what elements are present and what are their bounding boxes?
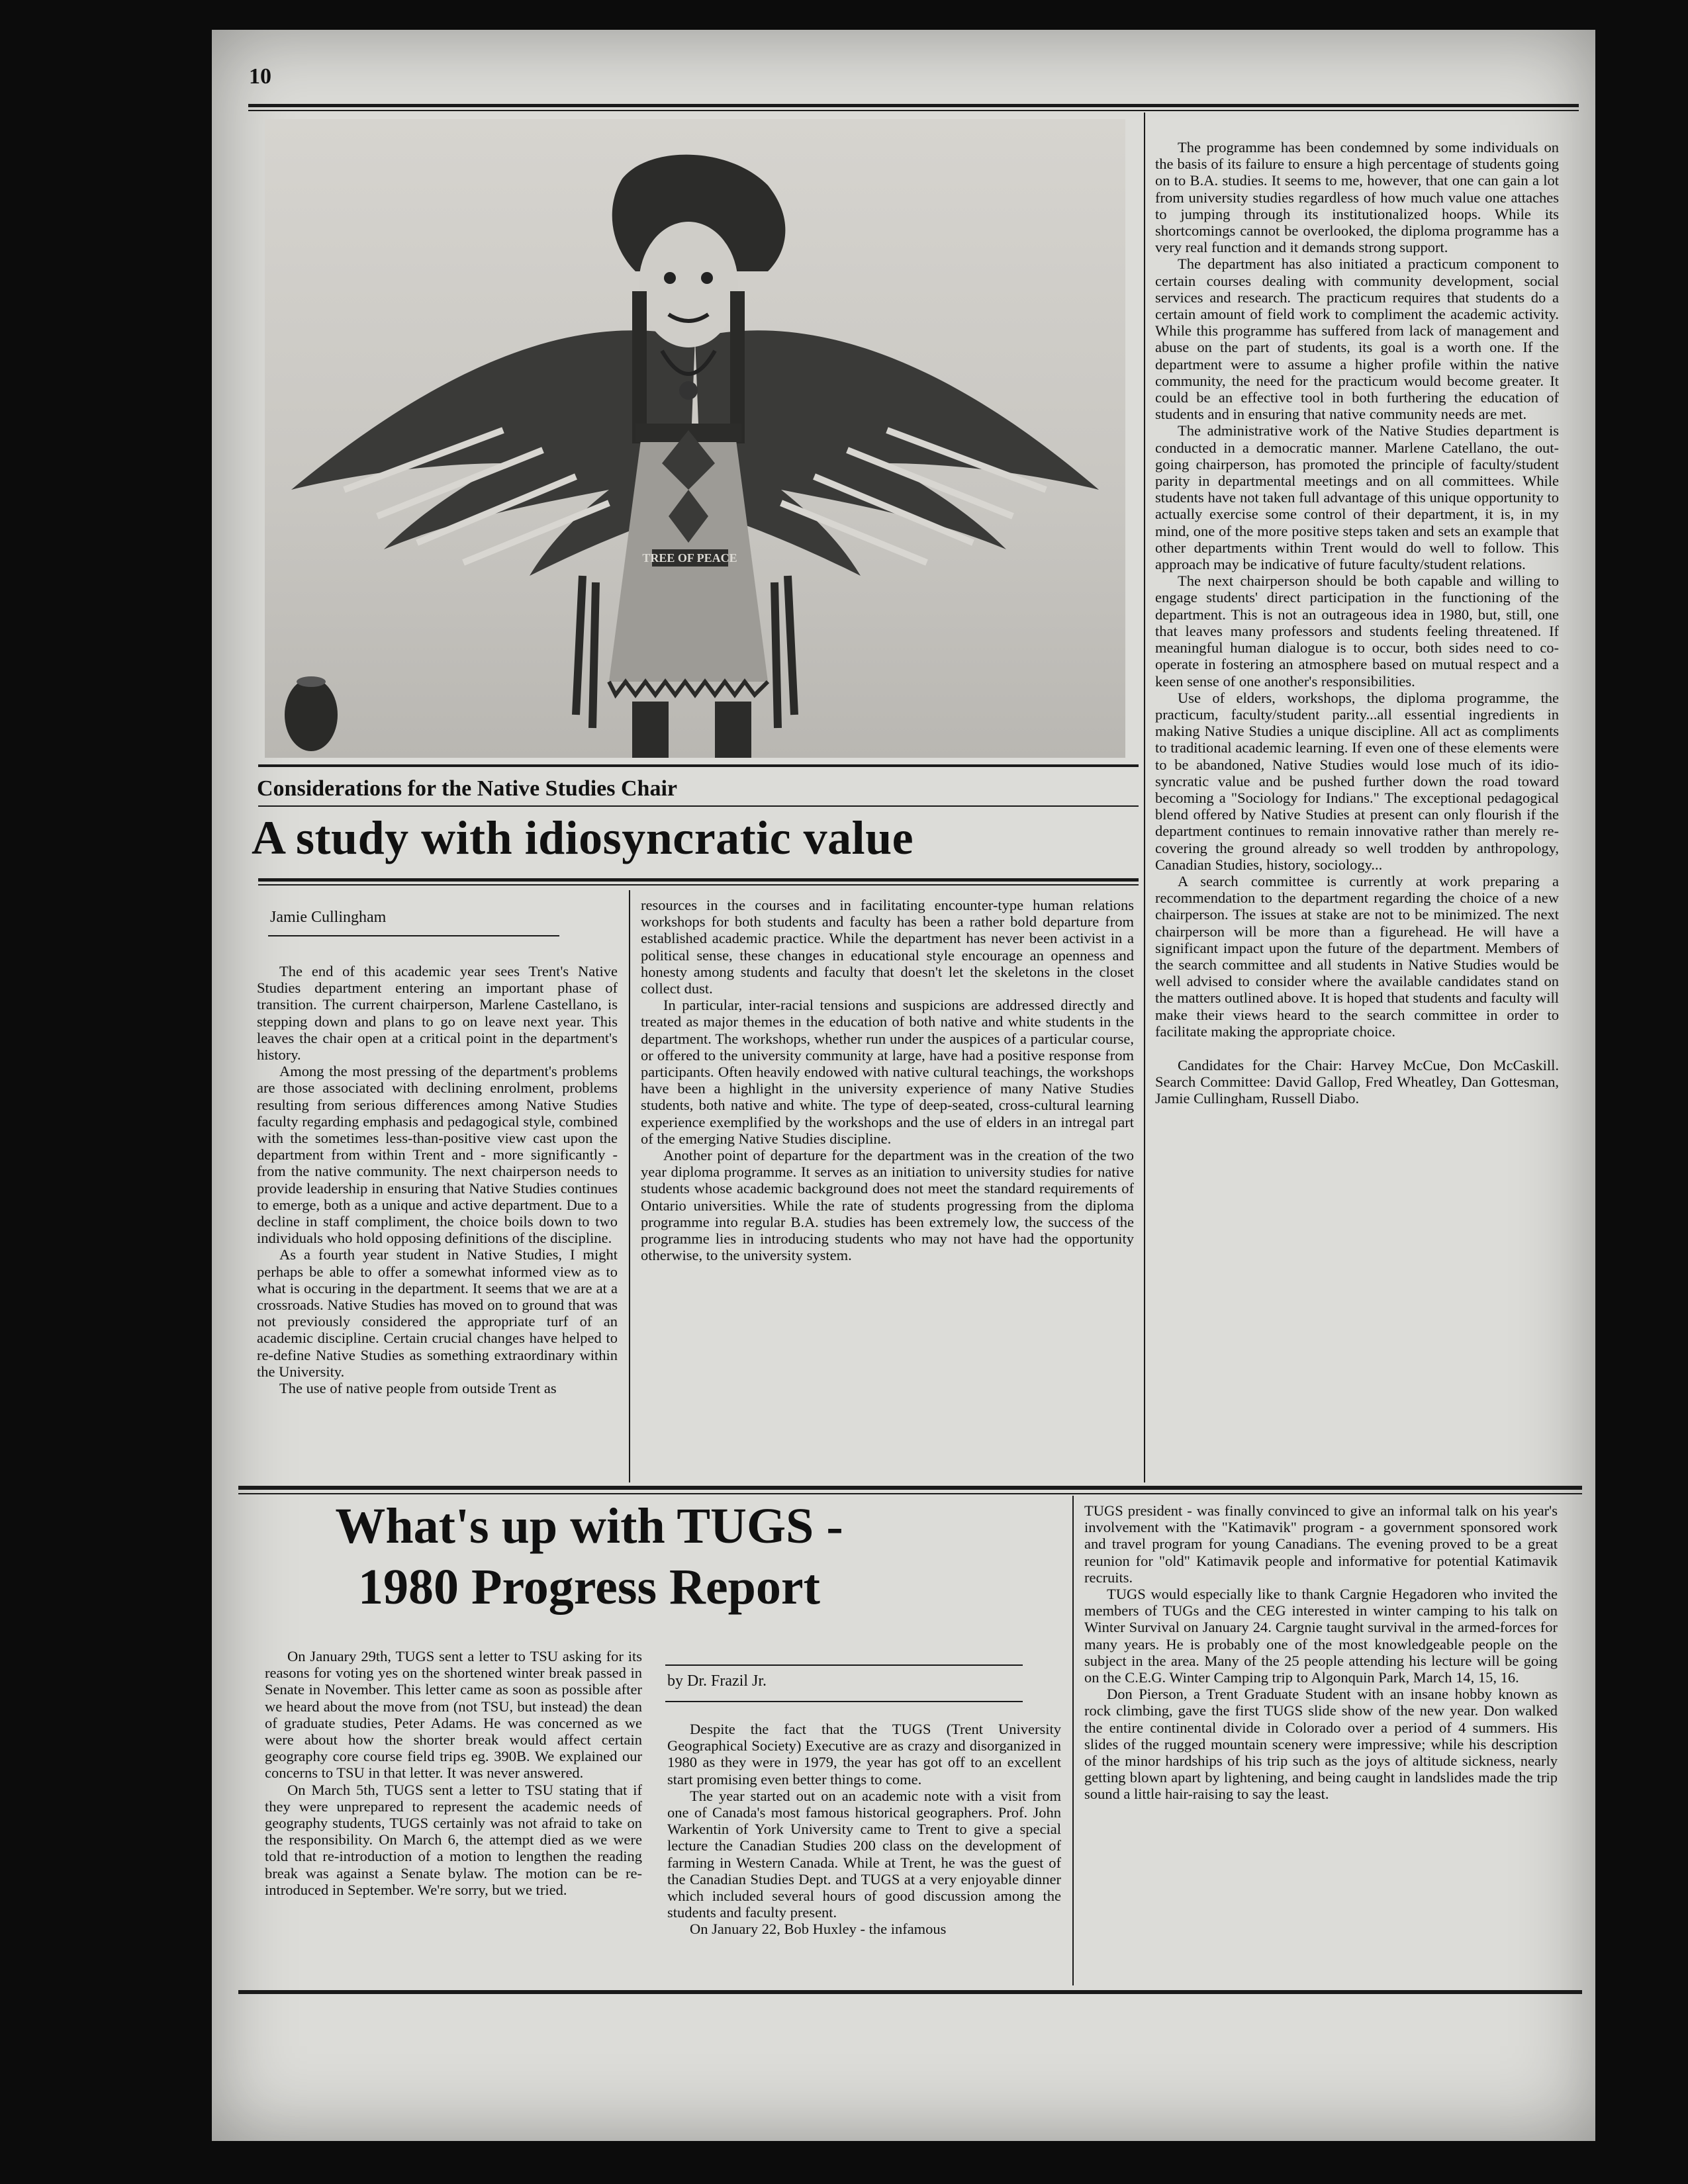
- section-rule: [238, 1486, 1582, 1490]
- paragraph: The department has also initiated a practicum component to certain courses dealing with community development, social services and research. The practicum requires that students do a certain amount of field work to compliment the academic activity. While this programme has suffered from lack of management and abuse on the part of students, its goal is a worth one. If the department were to assume a higher profile within the native community, the need for the practicum would become greater. It could be an effective tool in both furthering the education of students and in ensuring that native community needs are met.: [1155, 255, 1559, 423]
- column-divider: [629, 890, 630, 1482]
- dress-lettering: TREE OF PEACE: [642, 551, 737, 565]
- column-divider: [1144, 113, 1145, 1482]
- paragraph: Use of elders, workshops, the diploma programme, the practicum, faculty/student parity...all essential ingredients in making Native Studies a unique discipline. All act as compliments to traditional academic learning. If even one of these elements were to be abandoned, Native Studies would lose much of its idio-syncratic value and be pushed further down the road toward becoming a "Sociology for Indians." The exceptional pedagogical blend offered by Native Studies at present can only flourish if the department continues to remain innovative rather than merely re-covering the ground already so well trodden by anthropology, Canadian Studies, history, sociology...: [1155, 689, 1559, 873]
- headline-rule: [258, 878, 1139, 882]
- article-photo: [265, 119, 1125, 758]
- eagle-dancer-illustration: [265, 119, 1125, 758]
- section-rule-thin: [238, 1493, 1582, 1494]
- paragraph: The year started out on an academic note with a visit from one of Canada's most famous historical geographers. Prof. John Warkentin of York University came to Trent to give a special lecture the Canadian Studies 200 class on the development of farming in Western Canada. While at Trent, he was the guest of the Canadian Studies Dept. and TUGS at a very enjoyable dinner which included several hours of good discussion among the students and faculty present.: [667, 1787, 1061, 1921]
- headline-line: 1980 Progress Report: [358, 1559, 820, 1615]
- article-2-headline: [291, 1496, 887, 1617]
- paragraph: Candidates for the Chair: Harvey McCue, Don McCaskill. Search Committee: David Gallop, Fred Wheatley, Dan Gottesman, Jamie Cullingham, Russell Diabo.: [1155, 1056, 1559, 1107]
- headline-line: What's up with TUGS -: [335, 1498, 843, 1554]
- article-2-byline: by Dr. Frazil Jr.: [667, 1672, 767, 1690]
- article-column-2: [641, 897, 1134, 1482]
- kicker-rule: [258, 805, 1139, 807]
- paragraph: Among the most pressing of the department's problems are those associated with declining enrolment, problems resulting from serious differences among Native Studies faculty regarding emphasis and pedagogical style, combined with the sometimes less-than-positive view cast upon the department from within Trent and - more significantly - from the native community. The next chairperson needs to provide leadership in ensuring that Native Studies continues to emerge, both as a unique and active department. Due to a decline in staff compliment, the choice boils down to two individuals who hold opposing definitions of the discipline.: [257, 1063, 618, 1247]
- paragraph: TUGS would especially like to thank Cargnie Hegadoren who invited the members of TUGs and the CEG interested in winter camping to his talk on Winter Survival on January 24. Cargnie taught survival in the armed-forces for many years. He is probably one of the most knowledgeable people on the subject in the area. Many of the 25 people attending his lecture will be going on the C.E.G. Winter Camping trip to Algonquin Park, March 14, 15, 16.: [1084, 1586, 1558, 1686]
- paragraph: On January 29th, TUGS sent a letter to TSU asking for its reasons for voting yes on the shortened winter break passed in Senate in November. This letter came as soon as possible after we heard about the move from (not TSU, but instead) the dean of graduate studies, Peter Adams. He was concerned as we were about how the shorter break would affect certain geography core course field trips eg. 390B. We explained our concerns to TSU in that letter. It was never answered.: [265, 1648, 642, 1782]
- paragraph: As a fourth year student in Native Studies, I might perhaps be able to offer a somewhat informed view as to what is occuring in the department. It seems that we are at a crossroads. Native Studies has moved on to ground that was not previously considered the appropriate turf of an academic discipline. Certain crucial changes have helped to re-define Native Studies as something extraordinary within the University.: [257, 1246, 618, 1380]
- article-2-column-1: [265, 1648, 642, 1985]
- paragraph: Another point of departure for the department was in the creation of the two year diploma programme. It serves as an initiation to university studies for native students whose academic background does not meet the standard requirements of Ontario universities. While the rate of students progressing from the diploma programme into regular B.A. studies has been extremely low, the success of the programme lies in introducing students who may not have had the opportunity otherwise, to the university system.: [641, 1147, 1134, 1264]
- byline-rule: [665, 1664, 1023, 1666]
- paragraph: In particular, inter-racial tensions and suspicions are addressed directly and treated as major themes in the education of both native and white students in the department. The workshops, whether run under the auspices of a particular course, or offered to the university community at large, have had a positive response from participants. Often heavily endowed with native cultural teachings, the workshops have been a highlight in the university experience of many Native Studies students, both native and white. The type of deep-seated, cross-cultural learning experience exemplified by the workshops and the use of elders in an intregal part of the emerging Native Studies discipline.: [641, 997, 1134, 1147]
- article-kicker: Considerations for the Native Studies Chair: [257, 776, 677, 801]
- paragraph: A search committee is currently at work preparing a recommendation to the department regarding the choice of a new chairperson. The issues at stake are not to be minimized. The next chairperson will be more than a figurehead. He will have a significant impact upon the future of the department. Members of the search committee and all students in Native Studies would be well advised to consider where the available candidates stand on the matters outlined above. It is hoped that students and faculty will make their views heard to the search committee in order to facilitate making the appropriate choice.: [1155, 872, 1559, 1040]
- paragraph: On January 22, Bob Huxley - the infamous: [690, 1921, 947, 1938]
- paragraph: On March 5th, TUGS sent a letter to TSU stating that if they were unprepared to represent the academic needs of geography students, TUGS certainly was not afraid to take on the responsibility. On March 6, the attempt died as we were told that re-introduction of a motion to lengthen the reading break was against a Senate bylaw. The motion can be re-introduced in September. We're sorry, but we tried.: [265, 1781, 642, 1898]
- paragraph: The programme has been condemned by some individuals on the basis of its failure to ensure a high percentage of students going on to B.A. studies. It seems to me, however, that one can gain a lot from university studies regardless of how much value one attaches to jumping through its institutionalized hoops. While its shortcomings cannot be overlooked, the diploma programme has a very real function and it demands strong support.: [1155, 139, 1559, 256]
- article-2-column-2: [667, 1721, 1061, 1985]
- photo-rule: [258, 764, 1139, 767]
- article-column-3: [1155, 139, 1559, 1482]
- paragraph: The next chairperson should be both capable and willing to engage students' direct participation in the functioning of the department. This is not an outrageous idea in 1980, but, still, one that leaves many professors and students feeling threatened. If meaningful human dialogue is to occur, both sides need to co-operate in fostering an atmosphere based on mutual respect and a keen sense of one another's responsibilities.: [1155, 572, 1559, 690]
- column-divider: [1072, 1496, 1074, 1985]
- top-rule-thin: [248, 110, 1579, 111]
- bottom-rule: [238, 1990, 1582, 1994]
- paragraph: The end of this academic year sees Trent's Native Studies department entering an important phase of transition. The current chairperson, Marlene Castellano, is stepping down and plans to go on leave next year. This leaves the chair open at a critical point in the department's history.: [257, 963, 618, 1064]
- paragraph: The use of native people from outside Trent as: [279, 1380, 557, 1397]
- paragraph: Despite the fact that the TUGS (Trent University Geographical Society) Executive are as crazy and disorganized in 1980 as they were in 1979, the year has got off to an excellent start promising even better things to come.: [667, 1721, 1061, 1788]
- paragraph: The administrative work of the Native Studies department is conducted in a democratic manner. Marlene Catellano, the out-going chairperson, has promoted the principle of faculty/student parity in departmental meetings and on all committees. While students have not taken full advantage of this unique opportunity to actually exercise some control of their department, it is, in my mind, one of the more positive steps taken and sets an example that other departments within Trent would do well to follow. This approach may be indicative of future faculty/student relations.: [1155, 422, 1559, 573]
- page-number: 10: [249, 64, 271, 89]
- article-2-column-3: [1084, 1502, 1558, 1989]
- paragraph: Don Pierson, a Trent Graduate Student with an insane hobby known as rock climbing, gave the first TUGS slide show of the new year. Don walked the entire continental divide in Colorado over a period of 4 summers. His slides of the rugged mountain scenery were impressive; while his description of the minor hardships of his trip such as the joys of altitude sickness, nearly getting blown apart by lightening, and being caught in landslides made the trip sound a little hair-raising to say the least.: [1084, 1686, 1558, 1803]
- article-byline: Jamie Cullingham: [270, 909, 387, 926]
- newspaper-page: [212, 30, 1595, 2141]
- paragraph: TUGS president - was finally convinced to give an informal talk on his year's involvement with the "Katimavik" program - a government sponsored work and travel program for young Canadians. The evening proved to be a great reunion for "old" Katimavik people and informative for potential Katimavik recruits.: [1084, 1502, 1558, 1586]
- paragraph: resources in the courses and in facilitating encounter-type human relations workshops for both students and faculty has been a rather bold departure from established academic practice. While the department has never been activist in a political sense, these changes in educational style encourage an openness and honesty among students and faculty that doesn't let the skeletons in the closet collect dust.: [641, 897, 1134, 997]
- headline-rule-thin: [258, 884, 1139, 886]
- top-rule: [248, 104, 1579, 107]
- byline-rule: [665, 1701, 1023, 1702]
- article-headline: A study with idiosyncratic value: [252, 811, 914, 864]
- article-column-1: [257, 963, 618, 1482]
- byline-rule: [268, 935, 559, 936]
